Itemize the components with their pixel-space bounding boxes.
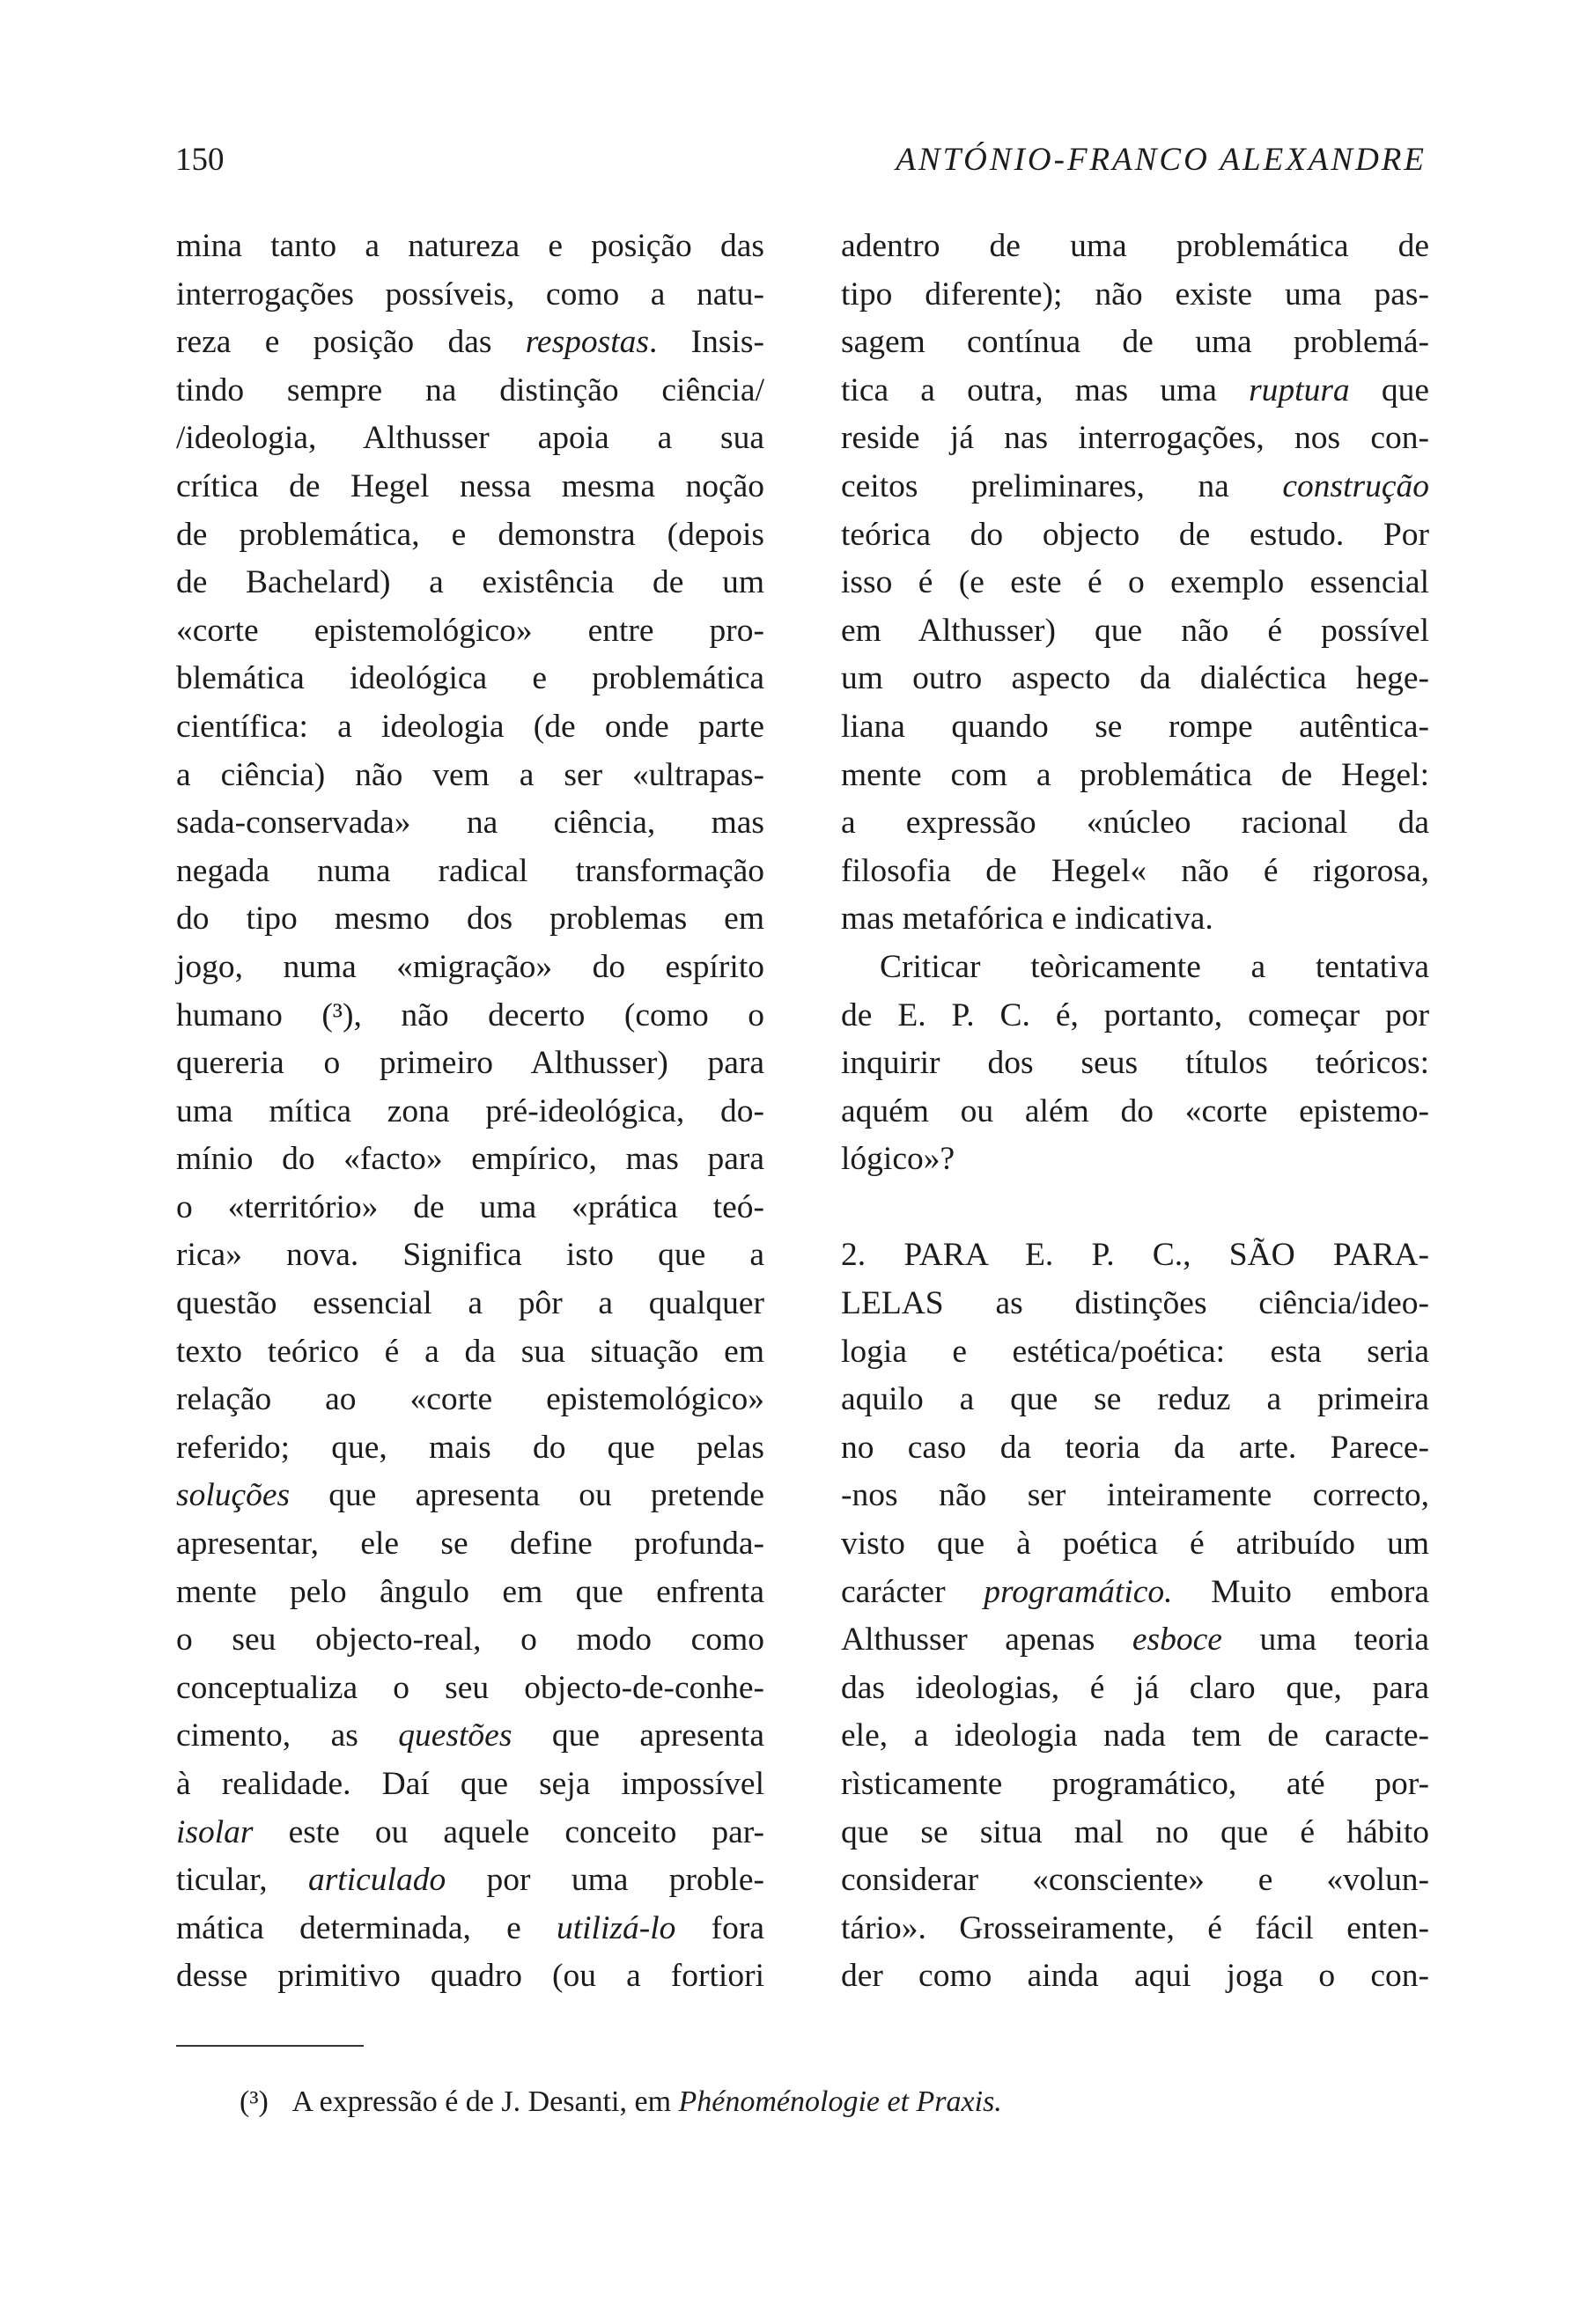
text-line: tário». Grosseiramente, é fácil enten-: [841, 1909, 1429, 1946]
paragraph-end-line: mas metafórica e indicativa.: [841, 901, 1213, 938]
text-line: adentro de uma problemática de: [841, 228, 1429, 264]
text-line: referido; que, mais do que pelas: [176, 1429, 764, 1466]
text-line: a expressão «núcleo racional da: [841, 805, 1429, 842]
text-line: texto teórico é a da sua situação em: [176, 1333, 764, 1370]
text-line: do tipo mesmo dos problemas em: [176, 901, 764, 938]
text-line: visto que à poética é atribuído um: [841, 1526, 1429, 1563]
text-line: ceitos preliminares, na construção: [841, 467, 1429, 504]
footnote: [240, 2083, 1002, 2122]
text-line: isolar este ou aquele conceito par-: [176, 1813, 764, 1850]
text-line: considerar «consciente» e «volun-: [841, 1862, 1429, 1899]
text-line: conceptualiza o seu objecto-de-conhe-: [176, 1669, 764, 1706]
page-number: 150: [175, 142, 225, 178]
text-line: inquirir dos seus títulos teóricos:: [841, 1045, 1429, 1082]
text-line: /ideologia, Althusser apoia a sua: [176, 420, 764, 457]
left-column: [176, 223, 764, 2001]
text-line: liana quando se rompe autêntica-: [841, 708, 1429, 745]
text-line: ticular, articulado por uma proble-: [176, 1862, 764, 1899]
text-line: teórica do objecto de estudo. Por: [841, 516, 1429, 553]
footnote-rule: [176, 2045, 364, 2047]
text-line: tindo sempre na distinção ciência/: [176, 371, 764, 408]
text-line: desse primitivo quadro (ou a fortiori: [176, 1958, 764, 1995]
text-line: das ideologias, é já claro que, para: [841, 1669, 1429, 1706]
text-line: reside já nas interrogações, nos con-: [841, 420, 1429, 457]
text-line: relação ao «corte epistemológico»: [176, 1381, 764, 1418]
text-line: LELAS as distinções ciência/ideo-: [841, 1285, 1429, 1322]
text-line: sada-conservada» na ciência, mas: [176, 805, 764, 842]
text-line: à realidade. Daí que seja impossível: [176, 1766, 764, 1802]
text-line: ele, a ideologia nada tem de caracte-: [841, 1717, 1429, 1754]
text-line: rìsticamente programático, até por-: [841, 1766, 1429, 1802]
text-line: crítica de Hegel nessa mesma noção: [176, 467, 764, 504]
text-line: mínio do «facto» empírico, mas para: [176, 1141, 764, 1178]
text-line: o seu objecto-real, o modo como: [176, 1622, 764, 1658]
text-line: mente pelo ângulo em que enfrenta: [176, 1573, 764, 1610]
text-line: uma mítica zona pré-ideológica, do-: [176, 1092, 764, 1129]
text-line: científica: a ideologia (de onde parte: [176, 708, 764, 745]
text-line: apresentar, ele se define profunda-: [176, 1526, 764, 1563]
right-column: [841, 223, 1429, 2001]
text-line: de problemática, e demonstra (depois: [176, 516, 764, 553]
text-line: a ciência) não vem a ser «ultrapas-: [176, 756, 764, 793]
text-line: mina tanto a natureza e posição das: [176, 228, 764, 264]
text-line: reza e posição das respostas. Insis-: [176, 324, 764, 361]
footnote-marker: (³): [240, 2085, 269, 2118]
paragraph-end-line: lógico»?: [841, 1141, 955, 1178]
text-line: cimento, as questões que apresenta: [176, 1717, 764, 1754]
text-line: carácter programático. Muito embora: [841, 1573, 1429, 1610]
text-line: tipo diferente); não existe uma pas-: [841, 276, 1429, 313]
text-line: um outro aspecto da dialéctica hege-: [841, 660, 1429, 697]
section-heading-line: 2. PARA E. P. C., SÃO PARA-: [841, 1237, 1429, 1274]
text-line: quereria o primeiro Althusser) para: [176, 1045, 764, 1082]
text-line: interrogações possíveis, como a natu-: [176, 276, 764, 313]
text-line: filosofia de Hegel« não é rigorosa,: [841, 852, 1429, 889]
text-line: soluções que apresenta ou pretende: [176, 1477, 764, 1514]
text-line: mática determinada, e utilizá-lo fora: [176, 1909, 765, 1946]
text-line: jogo, numa «migração» do espírito: [176, 948, 764, 985]
text-line: de E. P. C. é, portanto, começar por: [841, 997, 1429, 1033]
text-line: questão essencial a pôr a qualquer: [176, 1285, 764, 1322]
text-line: negada numa radical transformação: [176, 852, 764, 889]
text-line: rica» nova. Significa isto que a: [176, 1237, 764, 1274]
text-line: tica a outra, mas uma ruptura que: [841, 371, 1429, 408]
text-line: Althusser apenas esboce uma teoria: [841, 1622, 1429, 1658]
text-line: -nos não ser inteiramente correcto,: [841, 1477, 1429, 1514]
text-line: de Bachelard) a existência de um: [176, 564, 764, 601]
text-line: em Althusser) que não é possível: [841, 612, 1429, 649]
text-line: aquém ou além do «corte epistemo-: [841, 1092, 1429, 1129]
footnote-text: A expressão é de J. Desanti, em: [291, 2085, 672, 2118]
text-line: humano (³), não decerto (como o: [176, 997, 764, 1033]
text-line: no caso da teoria da arte. Parece-: [841, 1429, 1429, 1466]
text-line: mente com a problemática de Hegel:: [841, 756, 1429, 793]
paragraph-start-line: Criticar teòricamente a tentativa: [880, 948, 1429, 985]
text-line: «corte epistemológico» entre pro-: [176, 612, 764, 649]
text-line: o «território» de uma «prática teó-: [176, 1188, 764, 1225]
text-line: que se situa mal no que é hábito: [841, 1813, 1429, 1850]
running-head: ANTÓNIO-FRANCO ALEXANDRE: [896, 142, 1427, 178]
text-line: aquilo a que se reduz a primeira: [841, 1381, 1429, 1418]
text-line: logia e estética/poética: esta seria: [841, 1333, 1429, 1370]
text-line: der como ainda aqui joga o con-: [841, 1958, 1429, 1995]
section-gap: [841, 1184, 1429, 1232]
text-line: blemática ideológica e problemática: [176, 660, 764, 697]
footnote-source: Phénoménologie et Praxis.: [678, 2085, 1002, 2118]
text-line: isso é (e este é o exemplo essencial: [841, 564, 1429, 601]
text-line: sagem contínua de uma problemá-: [841, 324, 1429, 361]
